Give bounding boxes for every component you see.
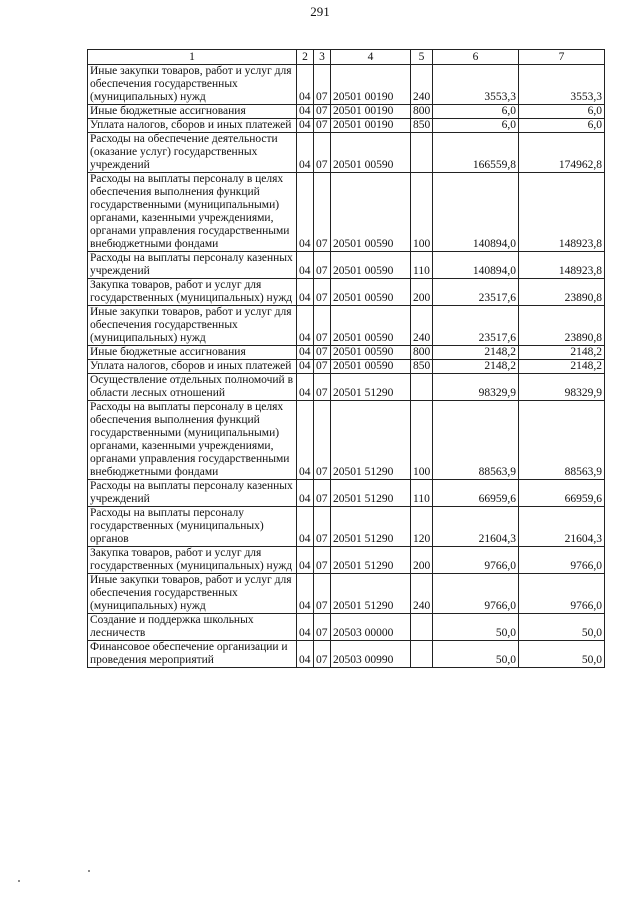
- table-cell-target-article: 20503 00000: [331, 614, 411, 641]
- table-header-row: [88, 50, 605, 65]
- column-header: 7: [519, 50, 605, 65]
- table-row: [88, 641, 605, 668]
- table-row: [88, 306, 605, 346]
- table-cell-expense-type: [411, 133, 433, 173]
- table-cell-name: Иные закупки товаров, работ и услуг для обеспечения государственных (муниципальных) нужд: [88, 65, 297, 105]
- table-cell-section: 04: [297, 401, 314, 480]
- table-cell-subsection: 07: [314, 133, 331, 173]
- table-cell-name: Уплата налогов, сборов и иных платежей: [88, 119, 297, 133]
- table-cell-section: 04: [297, 133, 314, 173]
- table-cell-subsection: 07: [314, 401, 331, 480]
- table-cell-amount-year1: 140894,0: [433, 173, 519, 252]
- table-cell-section: 04: [297, 252, 314, 279]
- table-cell-expense-type: 110: [411, 252, 433, 279]
- table-cell-section: 04: [297, 480, 314, 507]
- table-cell-section: 04: [297, 574, 314, 614]
- table-cell-expense-type: 100: [411, 173, 433, 252]
- table-cell-amount-year1: 9766,0: [433, 547, 519, 574]
- table-cell-target-article: 20501 51290: [331, 574, 411, 614]
- table-cell-name: Иные бюджетные ассигнования: [88, 105, 297, 119]
- table-row: [88, 173, 605, 252]
- table-cell-subsection: 07: [314, 360, 331, 374]
- table-cell-amount-year2: 9766,0: [519, 547, 605, 574]
- table-row: [88, 65, 605, 105]
- table-cell-expense-type: 100: [411, 401, 433, 480]
- table-cell-target-article: 20501 51290: [331, 401, 411, 480]
- table-cell-name: Иные закупки товаров, работ и услуг для обеспечения государственных (муниципальных) нужд: [88, 306, 297, 346]
- table-cell-amount-year1: 2148,2: [433, 346, 519, 360]
- table-cell-amount-year2: 6,0: [519, 105, 605, 119]
- table-cell-target-article: 20501 00590: [331, 133, 411, 173]
- table-cell-amount-year2: 148923,8: [519, 252, 605, 279]
- table-cell-target-article: 20501 00190: [331, 65, 411, 105]
- table-cell-section: 04: [297, 360, 314, 374]
- table-cell-target-article: 20501 51290: [331, 507, 411, 547]
- table-cell-section: 04: [297, 507, 314, 547]
- table-cell-amount-year2: 148923,8: [519, 173, 605, 252]
- table-cell-name: Расходы на обеспечение деятельности (оказание услуг) государственных учреждений: [88, 133, 297, 173]
- table-cell-section: 04: [297, 374, 314, 401]
- table-cell-amount-year2: 88563,9: [519, 401, 605, 480]
- table-row: [88, 374, 605, 401]
- table-cell-subsection: 07: [314, 173, 331, 252]
- table-cell-target-article: 20501 00590: [331, 252, 411, 279]
- column-header: 5: [411, 50, 433, 65]
- table-cell-amount-year2: 2148,2: [519, 346, 605, 360]
- table-cell-amount-year2: 9766,0: [519, 574, 605, 614]
- table-cell-subsection: 07: [314, 105, 331, 119]
- table-cell-expense-type: 200: [411, 547, 433, 574]
- table-cell-expense-type: [411, 614, 433, 641]
- table-row: [88, 133, 605, 173]
- table-cell-expense-type: 800: [411, 346, 433, 360]
- table-cell-amount-year2: 3553,3: [519, 65, 605, 105]
- table-cell-subsection: 07: [314, 641, 331, 668]
- table-cell-target-article: 20501 51290: [331, 480, 411, 507]
- table-cell-name: Закупка товаров, работ и услуг для государственных (муниципальных) нужд: [88, 547, 297, 574]
- table-cell-section: 04: [297, 173, 314, 252]
- table-cell-target-article: 20501 51290: [331, 374, 411, 401]
- table-cell-amount-year2: 50,0: [519, 641, 605, 668]
- table-cell-subsection: 07: [314, 480, 331, 507]
- table-cell-name: Создание и поддержка школьных лесничеств: [88, 614, 297, 641]
- table-cell-expense-type: 240: [411, 306, 433, 346]
- table-cell-amount-year1: 6,0: [433, 105, 519, 119]
- table-cell-amount-year1: 166559,8: [433, 133, 519, 173]
- table-cell-amount-year1: 50,0: [433, 641, 519, 668]
- table-cell-amount-year2: 174962,8: [519, 133, 605, 173]
- table-cell-amount-year1: 23517,6: [433, 306, 519, 346]
- table-cell-expense-type: 240: [411, 65, 433, 105]
- table-cell-subsection: 07: [314, 507, 331, 547]
- table-cell-subsection: 07: [314, 614, 331, 641]
- table-cell-subsection: 07: [314, 574, 331, 614]
- scan-speck: [18, 880, 20, 882]
- table-cell-name: Расходы на выплаты персоналу в целях обеспечения выполнения функций государственными (муниципальными) органами, казенными учреждениями, органами управления государственными внебюджетными фондами: [88, 173, 297, 252]
- column-header: 3: [314, 50, 331, 65]
- table-cell-amount-year1: 50,0: [433, 614, 519, 641]
- table-cell-target-article: 20501 00590: [331, 306, 411, 346]
- table-row: [88, 346, 605, 360]
- table-cell-section: 04: [297, 119, 314, 133]
- table-cell-section: 04: [297, 306, 314, 346]
- table-cell-section: 04: [297, 65, 314, 105]
- table-cell-expense-type: 200: [411, 279, 433, 306]
- table-cell-target-article: 20501 00190: [331, 105, 411, 119]
- table-cell-subsection: 07: [314, 374, 331, 401]
- column-header: 4: [331, 50, 411, 65]
- table-cell-amount-year1: 66959,6: [433, 480, 519, 507]
- table-cell-target-article: 20501 00590: [331, 279, 411, 306]
- table-row: [88, 360, 605, 374]
- table-cell-amount-year2: 23890,8: [519, 279, 605, 306]
- table-cell-section: 04: [297, 547, 314, 574]
- table-cell-name: Расходы на выплаты персоналу казенных учреждений: [88, 480, 297, 507]
- column-header: 6: [433, 50, 519, 65]
- table-cell-amount-year1: 23517,6: [433, 279, 519, 306]
- table-row: [88, 279, 605, 306]
- table-cell-amount-year1: 6,0: [433, 119, 519, 133]
- table-cell-amount-year2: 66959,6: [519, 480, 605, 507]
- table-row: [88, 119, 605, 133]
- table-cell-name: Осуществление отдельных полномочий в области лесных отношений: [88, 374, 297, 401]
- table-cell-target-article: 20501 00590: [331, 360, 411, 374]
- table-cell-amount-year2: 6,0: [519, 119, 605, 133]
- table-cell-amount-year1: 140894,0: [433, 252, 519, 279]
- table-cell-expense-type: [411, 374, 433, 401]
- table-cell-amount-year1: 3553,3: [433, 65, 519, 105]
- column-header: 2: [297, 50, 314, 65]
- table-cell-subsection: 07: [314, 547, 331, 574]
- table-cell-name: Иные закупки товаров, работ и услуг для обеспечения государственных (муниципальных) нужд: [88, 574, 297, 614]
- table-cell-expense-type: 110: [411, 480, 433, 507]
- table-cell-section: 04: [297, 279, 314, 306]
- table-cell-amount-year1: 88563,9: [433, 401, 519, 480]
- table-cell-expense-type: 120: [411, 507, 433, 547]
- scan-speck: [88, 870, 90, 872]
- table-cell-name: Иные бюджетные ассигнования: [88, 346, 297, 360]
- column-header: 1: [88, 50, 297, 65]
- table-cell-amount-year1: 9766,0: [433, 574, 519, 614]
- table-cell-name: Расходы на выплаты персоналу в целях обеспечения выполнения функций государственными (муниципальными) органами, казенными учреждениями, органами управления государственными внебюджетными фондами: [88, 401, 297, 480]
- table-cell-target-article: 20501 00590: [331, 346, 411, 360]
- table-cell-section: 04: [297, 641, 314, 668]
- table-cell-subsection: 07: [314, 252, 331, 279]
- table-cell-amount-year1: 2148,2: [433, 360, 519, 374]
- table-row: [88, 507, 605, 547]
- table-cell-amount-year2: 98329,9: [519, 374, 605, 401]
- table-row: [88, 480, 605, 507]
- table-cell-expense-type: 850: [411, 119, 433, 133]
- table-cell-subsection: 07: [314, 119, 331, 133]
- table-row: [88, 614, 605, 641]
- table-cell-amount-year2: 23890,8: [519, 306, 605, 346]
- table-cell-subsection: 07: [314, 346, 331, 360]
- table-cell-amount-year1: 21604,3: [433, 507, 519, 547]
- table-cell-target-article: 20501 00190: [331, 119, 411, 133]
- table-cell-expense-type: 800: [411, 105, 433, 119]
- table-cell-name: Финансовое обеспечение организации и проведения мероприятий: [88, 641, 297, 668]
- table-row: [88, 547, 605, 574]
- table-cell-amount-year2: 2148,2: [519, 360, 605, 374]
- table-cell-expense-type: [411, 641, 433, 668]
- table-cell-name: Уплата налогов, сборов и иных платежей: [88, 360, 297, 374]
- table-cell-expense-type: 240: [411, 574, 433, 614]
- table-cell-target-article: 20501 00590: [331, 173, 411, 252]
- page-number: 291: [310, 4, 330, 19]
- table-cell-section: 04: [297, 105, 314, 119]
- table-cell-subsection: 07: [314, 65, 331, 105]
- budget-table: [87, 49, 605, 668]
- table-cell-expense-type: 850: [411, 360, 433, 374]
- table-row: [88, 401, 605, 480]
- table-cell-name: Закупка товаров, работ и услуг для государственных (муниципальных) нужд: [88, 279, 297, 306]
- table-cell-section: 04: [297, 346, 314, 360]
- table-row: [88, 252, 605, 279]
- table-cell-subsection: 07: [314, 279, 331, 306]
- table-cell-subsection: 07: [314, 306, 331, 346]
- table-cell-amount-year2: 50,0: [519, 614, 605, 641]
- table-cell-name: Расходы на выплаты персоналу казенных учреждений: [88, 252, 297, 279]
- table-cell-amount-year1: 98329,9: [433, 374, 519, 401]
- table-cell-target-article: 20503 00990: [331, 641, 411, 668]
- table-cell-target-article: 20501 51290: [331, 547, 411, 574]
- table-cell-name: Расходы на выплаты персоналу государственных (муниципальных) органов: [88, 507, 297, 547]
- table-cell-section: 04: [297, 614, 314, 641]
- table-row: [88, 574, 605, 614]
- table-cell-amount-year2: 21604,3: [519, 507, 605, 547]
- table-row: [88, 105, 605, 119]
